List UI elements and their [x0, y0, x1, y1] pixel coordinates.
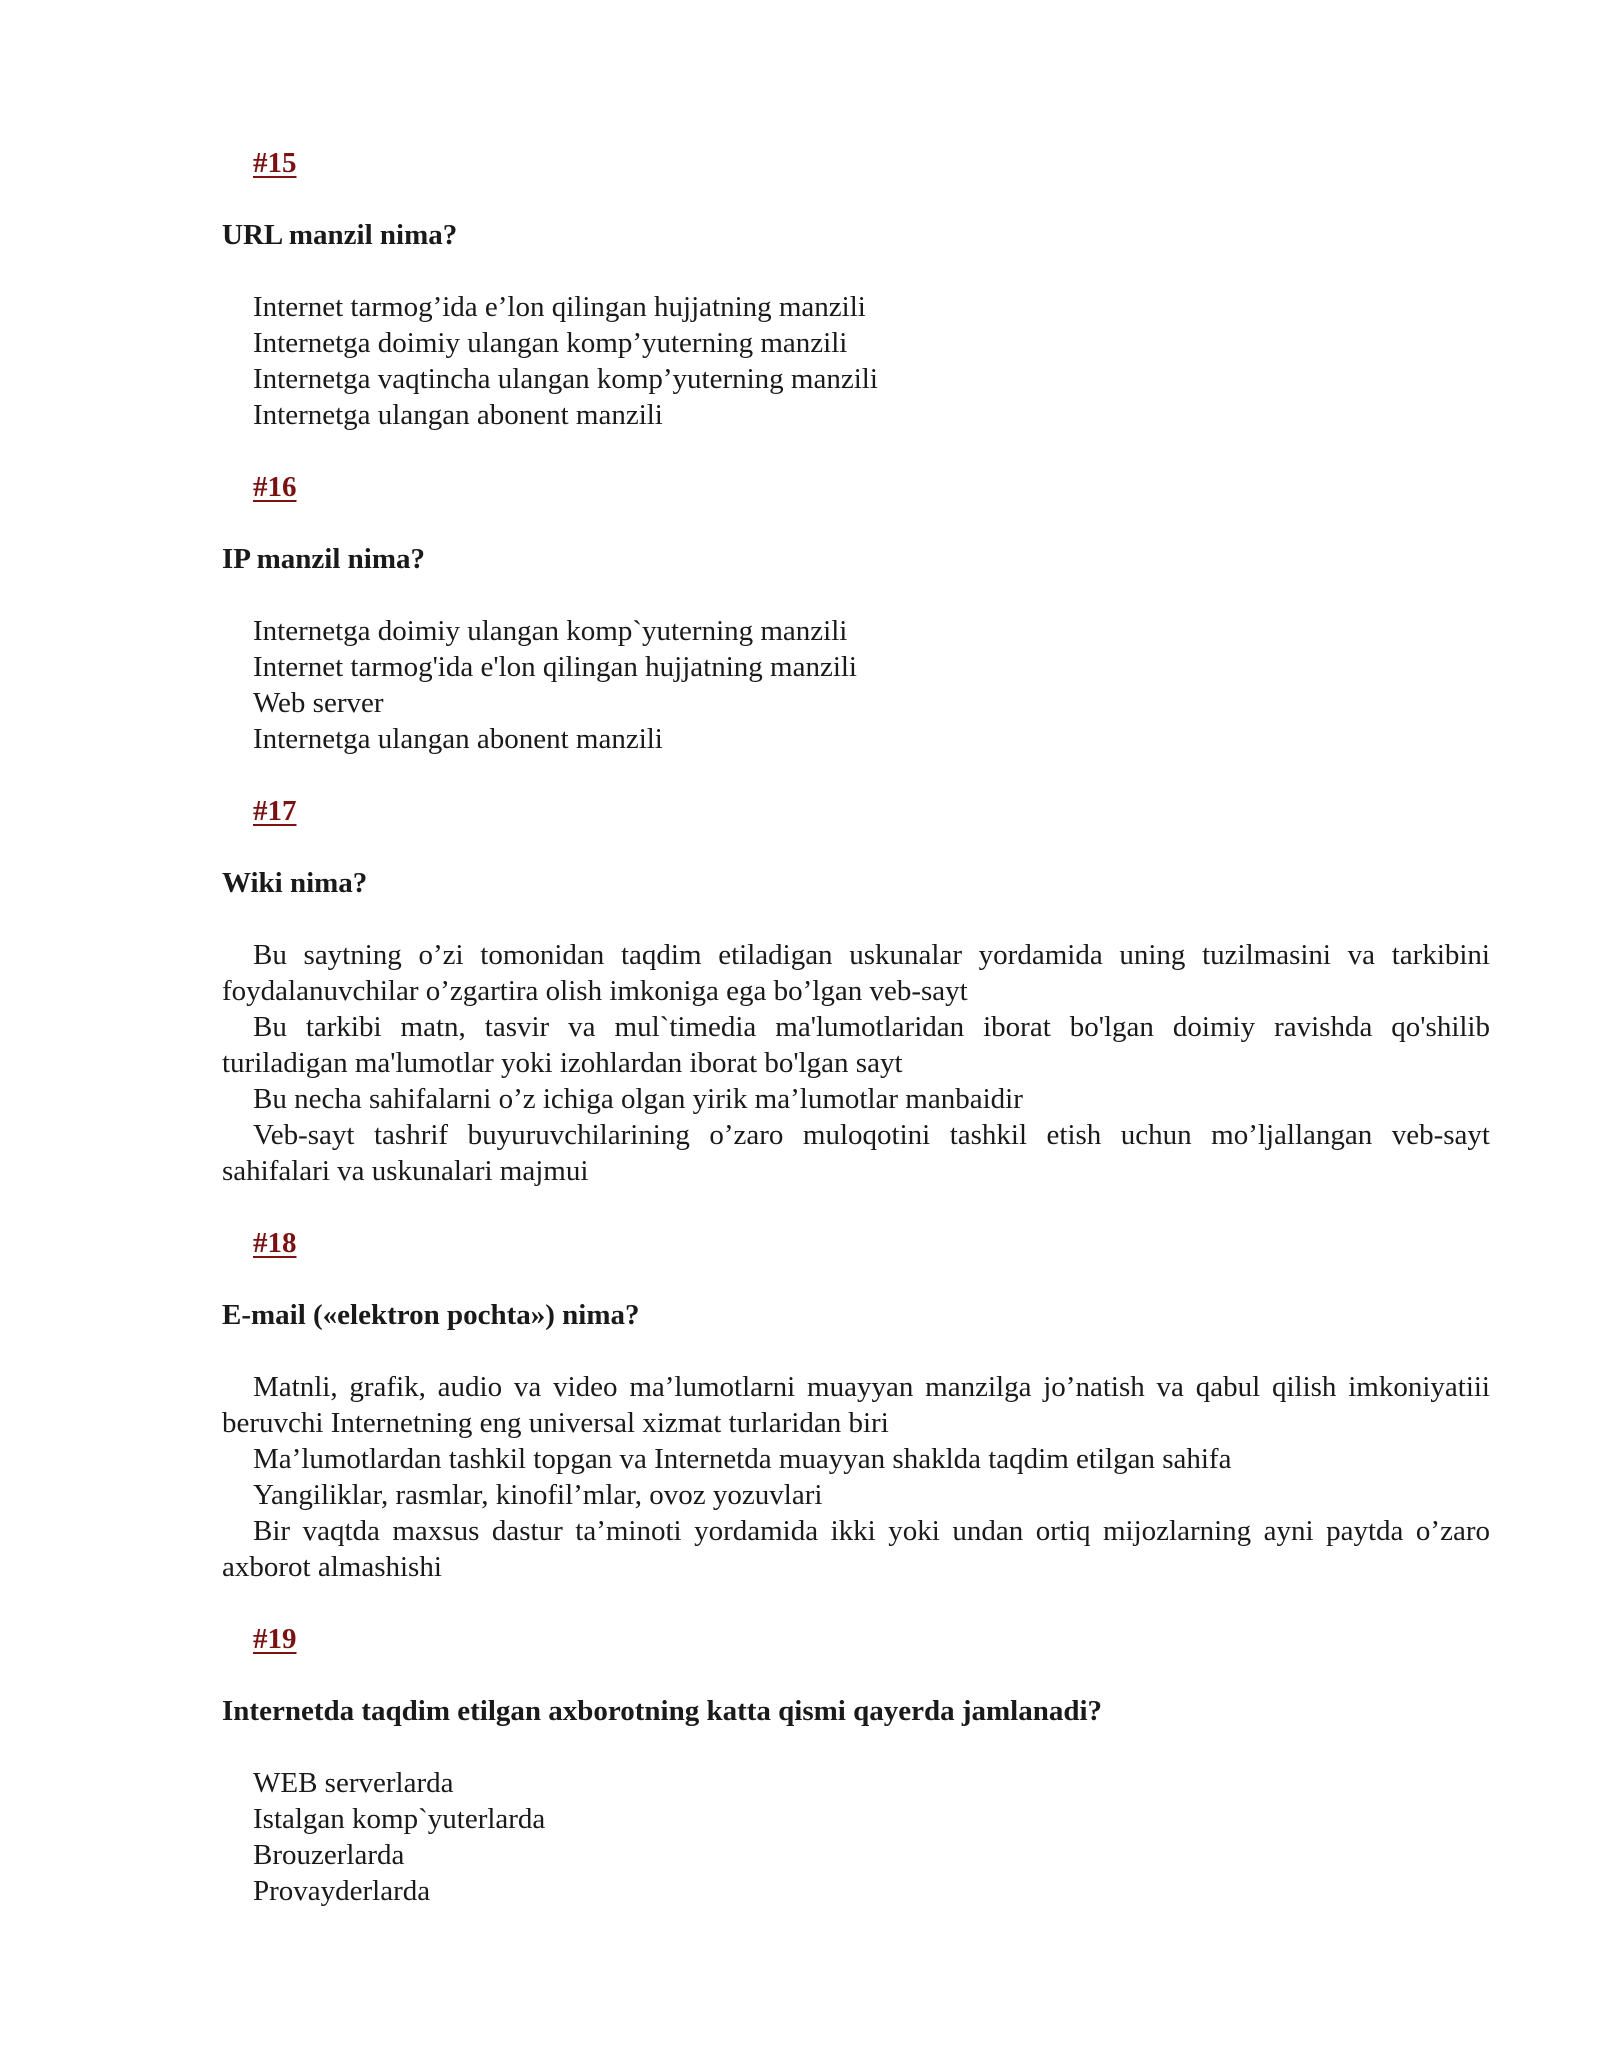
question-number: #18: [253, 1227, 297, 1259]
answer-option: Provayderlarda: [253, 1875, 431, 1907]
answer-list: [222, 1765, 1490, 1909]
answer-option: Brouzerlarda: [253, 1839, 405, 1871]
answer-option: Web server: [253, 687, 384, 719]
question-16: [222, 469, 1490, 757]
question-number: #15: [253, 147, 297, 179]
answer-option: Internetga doimiy ulangan komp’yuterning manzili: [253, 327, 848, 359]
answer-option: Internetga ulangan abonent manzili: [253, 399, 663, 431]
answer-option: Bu saytning o’zi tomonidan taqdim etiladigan uskunalar yordamida uning tuzilmasini va tarkibini foydalanuvchilar o’zgartira olish imkoniga ega bo’lgan veb-sayt: [222, 939, 1490, 1007]
answer-list: [222, 937, 1490, 1189]
question-text: E-mail («elektron pochta») nima?: [222, 1299, 640, 1331]
answer-option: Internetga vaqtincha ulangan komp’yuterning manzili: [253, 363, 878, 395]
question-17: [222, 793, 1490, 1189]
answer-option: Yangiliklar, rasmlar, kinofil’mlar, ovoz yozuvlari: [253, 1479, 823, 1511]
question-15: [222, 145, 1490, 433]
answer-option: WEB serverlarda: [253, 1767, 454, 1799]
document-page: [222, 145, 1490, 1909]
answer-list: [222, 1369, 1490, 1585]
answer-option: Veb-sayt tashrif buyuruvchilarining o’zaro muloqotini tashkil etish uchun mo’ljallangan veb-sayt sahifalari va uskunalari majmui: [222, 1119, 1490, 1187]
answer-option: Matnli, grafik, audio va video ma’lumotlarni muayyan manzilga jo’natish va qabul qilish imkoniyatiii beruvchi Internetning eng universal xizmat turlaridan biri: [222, 1371, 1490, 1439]
question-text: Internetda taqdim etilgan axborotning katta qismi qayerda jamlanadi?: [222, 1695, 1103, 1727]
answer-option: Internet tarmog'ida e'lon qilingan hujjatning manzili: [253, 651, 857, 683]
answer-option: Istalgan komp`yuterlarda: [253, 1803, 546, 1835]
question-19: [222, 1621, 1490, 1909]
question-text: Wiki nima?: [222, 867, 368, 899]
answer-option: Ma’lumotlardan tashkil topgan va Internetda muayyan shaklda taqdim etilgan sahifa: [253, 1443, 1232, 1475]
answer-option: Internetga doimiy ulangan komp`yuterning manzili: [253, 615, 848, 647]
answer-list: [222, 289, 1490, 433]
question-text: IP manzil nima?: [222, 543, 426, 575]
answer-option: Bu necha sahifalarni o’z ichiga olgan yirik ma’lumotlar manbaidir: [253, 1083, 1023, 1115]
answer-option: Bir vaqtda maxsus dastur ta’minoti yordamida ikki yoki undan ortiq mijozlarning ayni paytda o’zaro axborot almashishi: [222, 1515, 1490, 1583]
question-number: #19: [253, 1623, 297, 1655]
answer-option: Bu tarkibi matn, tasvir va mul`timedia ma'lumotlaridan iborat bo'lgan doimiy ravishda qo'shilib turiladigan ma'lumotlar yoki izohlardan iborat bo'lgan sayt: [222, 1011, 1490, 1079]
answer-option: Internet tarmog’ida e’lon qilingan hujjatning manzili: [253, 291, 866, 323]
question-18: [222, 1225, 1490, 1585]
answer-list: [222, 613, 1490, 757]
question-number: #16: [253, 471, 297, 503]
question-text: URL manzil nima?: [222, 219, 458, 251]
question-number: #17: [253, 795, 297, 827]
answer-option: Internetga ulangan abonent manzili: [253, 723, 663, 755]
